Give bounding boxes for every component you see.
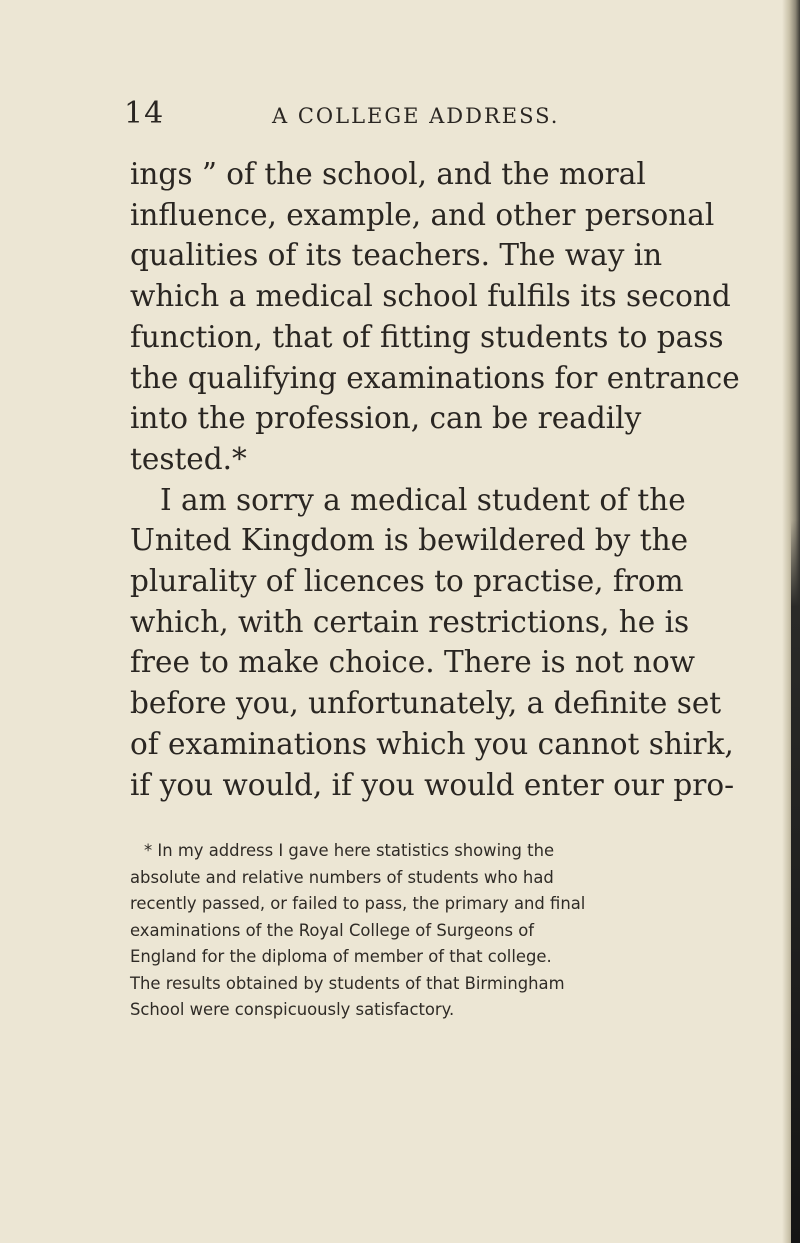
footnote-line: examinations of the Royal College of Surgeons of [130,920,535,940]
body-line: the qualifying examinations for entrance [130,360,740,395]
body-line: which, with certain restrictions, he is [130,604,690,639]
footnote-line: recently passed, or failed to pass, the primary and final [130,894,586,913]
body-line: plurality of licences to practise, from [130,564,684,599]
body-line: United Kingdom is bewildered by the [130,523,689,558]
body-text [130,154,740,805]
body-line: into the profession, can be readily [130,401,642,436]
footnote [130,838,710,1024]
body-line: influence, example, and other personal [130,197,715,232]
footnote-line: absolute and relative numbers of students who had [130,867,554,887]
body-line: before you, unfortunately, a definite set [130,686,722,721]
body-line: of examinations which you cannot shirk, [130,726,734,761]
body-line: ings ” of the school, and the moral [130,157,646,191]
footnote-line: School were conspicuously satisfactory. [130,1000,455,1019]
body-line: free to make choice. There is not now [130,645,696,680]
page-number: 14 [124,96,165,131]
paragraph-start-line: I am sorry a medical student of the [160,482,686,517]
body-line: if you would, if you would enter our pro- [130,767,735,802]
footnote-line: * In my address I gave here statistics showing the [144,841,555,860]
running-head: A COLLEGE ADDRESS. [272,104,560,128]
body-line: tested.* [130,441,247,476]
footnote-line: England for the diploma of member of that college. [130,947,552,966]
body-line: which a medical school fulfils its second [130,279,731,314]
footnote-line: The results obtained by students of that Birmingham [130,973,565,993]
body-line: qualities of its teachers. The way in [130,238,663,273]
page-edge-dark [791,520,800,1243]
body-line: function, that of fitting students to pass [130,319,724,354]
page-header [124,96,584,136]
